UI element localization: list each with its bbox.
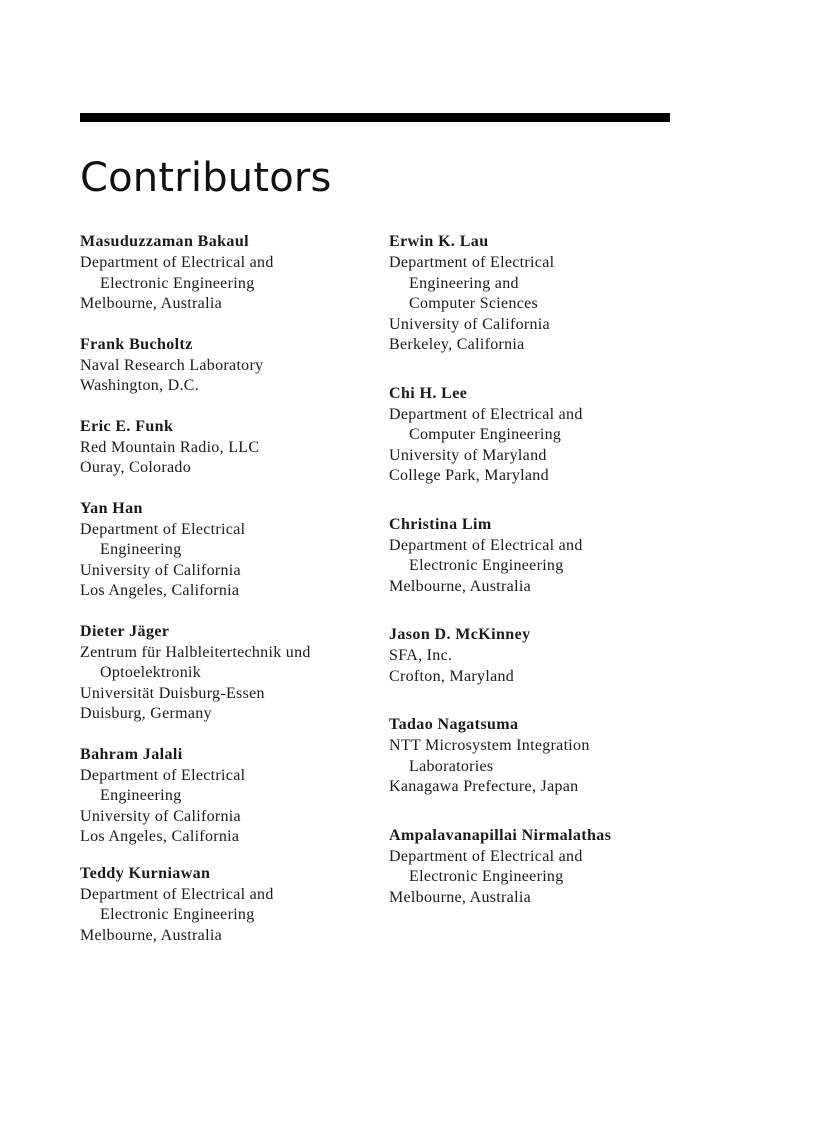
affiliation-line: Los Angeles, California — [80, 582, 240, 599]
affiliation-line: Department of Electrical and — [389, 847, 583, 865]
contributor-entry — [389, 715, 689, 798]
contributor-entry — [80, 745, 370, 848]
contributor-entry — [80, 499, 370, 602]
affiliation-line: Melbourne, Australia — [80, 295, 222, 312]
affiliation-line: Computer Sciences — [409, 295, 539, 312]
affiliation-line: Duisburg, Germany — [80, 705, 212, 722]
affiliation-line: Red Mountain Radio, LLC — [80, 438, 260, 456]
contributor-name: Erwin K. Lau — [389, 233, 489, 250]
contributor-name: Masuduzzaman Bakaul — [80, 233, 249, 250]
affiliation-line: Universität Duisburg-Essen — [80, 684, 265, 702]
affiliation-line: Computer Engineering — [409, 426, 562, 443]
affiliation-line: SFA, Inc. — [389, 647, 453, 664]
contributors-right-column — [389, 232, 689, 908]
affiliation-line: Washington, D.C. — [80, 377, 200, 394]
contributor-entry — [389, 826, 689, 909]
affiliation-line: Engineering — [100, 541, 182, 558]
affiliation-line: University of California — [389, 315, 550, 333]
contributor-name: Yan Han — [80, 499, 143, 517]
header-rule — [80, 113, 670, 122]
affiliation-line: Electronic Engineering — [409, 557, 564, 574]
affiliation-line: Department of Electrical and — [389, 536, 583, 554]
affiliation-line: University of California — [80, 561, 241, 579]
affiliation-line: Department of Electrical — [389, 254, 555, 271]
contributor-entry — [389, 384, 689, 487]
contributor-entry — [389, 625, 689, 687]
contributor-name: Bahram Jalali — [80, 745, 183, 763]
contributor-entry — [80, 864, 370, 947]
contributors-left-column — [80, 232, 370, 946]
contributor-entry — [80, 232, 370, 315]
affiliation-line: Engineering and — [409, 274, 519, 292]
affiliation-line: University of California — [80, 807, 241, 825]
affiliation-line: Kanagawa Prefecture, Japan — [389, 778, 579, 795]
contributor-entry — [80, 335, 370, 397]
contributor-name: Ampalavanapillai Nirmalathas — [389, 826, 612, 844]
affiliation-line: Electronic Engineering — [100, 906, 255, 923]
affiliation-line: Zentrum für Halbleitertechnik und — [80, 643, 311, 661]
contributor-entry — [80, 622, 370, 725]
affiliation-line: Electronic Engineering — [100, 274, 255, 292]
affiliation-line: College Park, Maryland — [389, 467, 549, 484]
affiliation-line: University of Maryland — [389, 446, 547, 464]
contributor-name: Teddy Kurniawan — [80, 864, 211, 882]
affiliation-line: Electronic Engineering — [409, 868, 564, 885]
contributor-name: Eric E. Funk — [80, 417, 174, 435]
contributor-name: Chi H. Lee — [389, 384, 468, 402]
affiliation-line: Ouray, Colorado — [80, 459, 191, 476]
affiliation-line: Department of Electrical — [80, 766, 246, 784]
affiliation-line: Department of Electrical and — [389, 405, 583, 423]
contributor-name: Frank Bucholtz — [80, 335, 193, 353]
affiliation-line: Crofton, Maryland — [389, 667, 515, 685]
contributor-name: Dieter Jäger — [80, 622, 170, 640]
affiliation-line: Melbourne, Australia — [389, 888, 531, 906]
affiliation-line: Engineering — [100, 787, 182, 804]
affiliation-line: Naval Research Laboratory — [80, 356, 264, 374]
contributor-entry — [80, 417, 370, 479]
affiliation-line: Berkeley, California — [389, 336, 525, 353]
contributor-name: Tadao Nagatsuma — [389, 716, 519, 733]
page-title: Contributors — [80, 155, 332, 201]
affiliation-line: Melbourne, Australia — [80, 926, 222, 944]
affiliation-line: Department of Electrical and — [80, 885, 274, 903]
affiliation-line: Melbourne, Australia — [389, 577, 531, 595]
affiliation-line: Los Angeles, California — [80, 828, 240, 845]
affiliation-line: NTT Microsystem Integration — [389, 737, 590, 754]
affiliation-line: Optoelektronik — [100, 664, 202, 681]
affiliation-line: Department of Electrical and — [80, 254, 274, 271]
contributor-name: Jason D. McKinney — [389, 626, 531, 643]
contributor-entry — [389, 232, 689, 356]
contributor-name: Christina Lim — [389, 515, 492, 533]
affiliation-line: Laboratories — [409, 757, 494, 775]
contributor-entry — [389, 515, 689, 598]
affiliation-line: Department of Electrical — [80, 520, 246, 538]
